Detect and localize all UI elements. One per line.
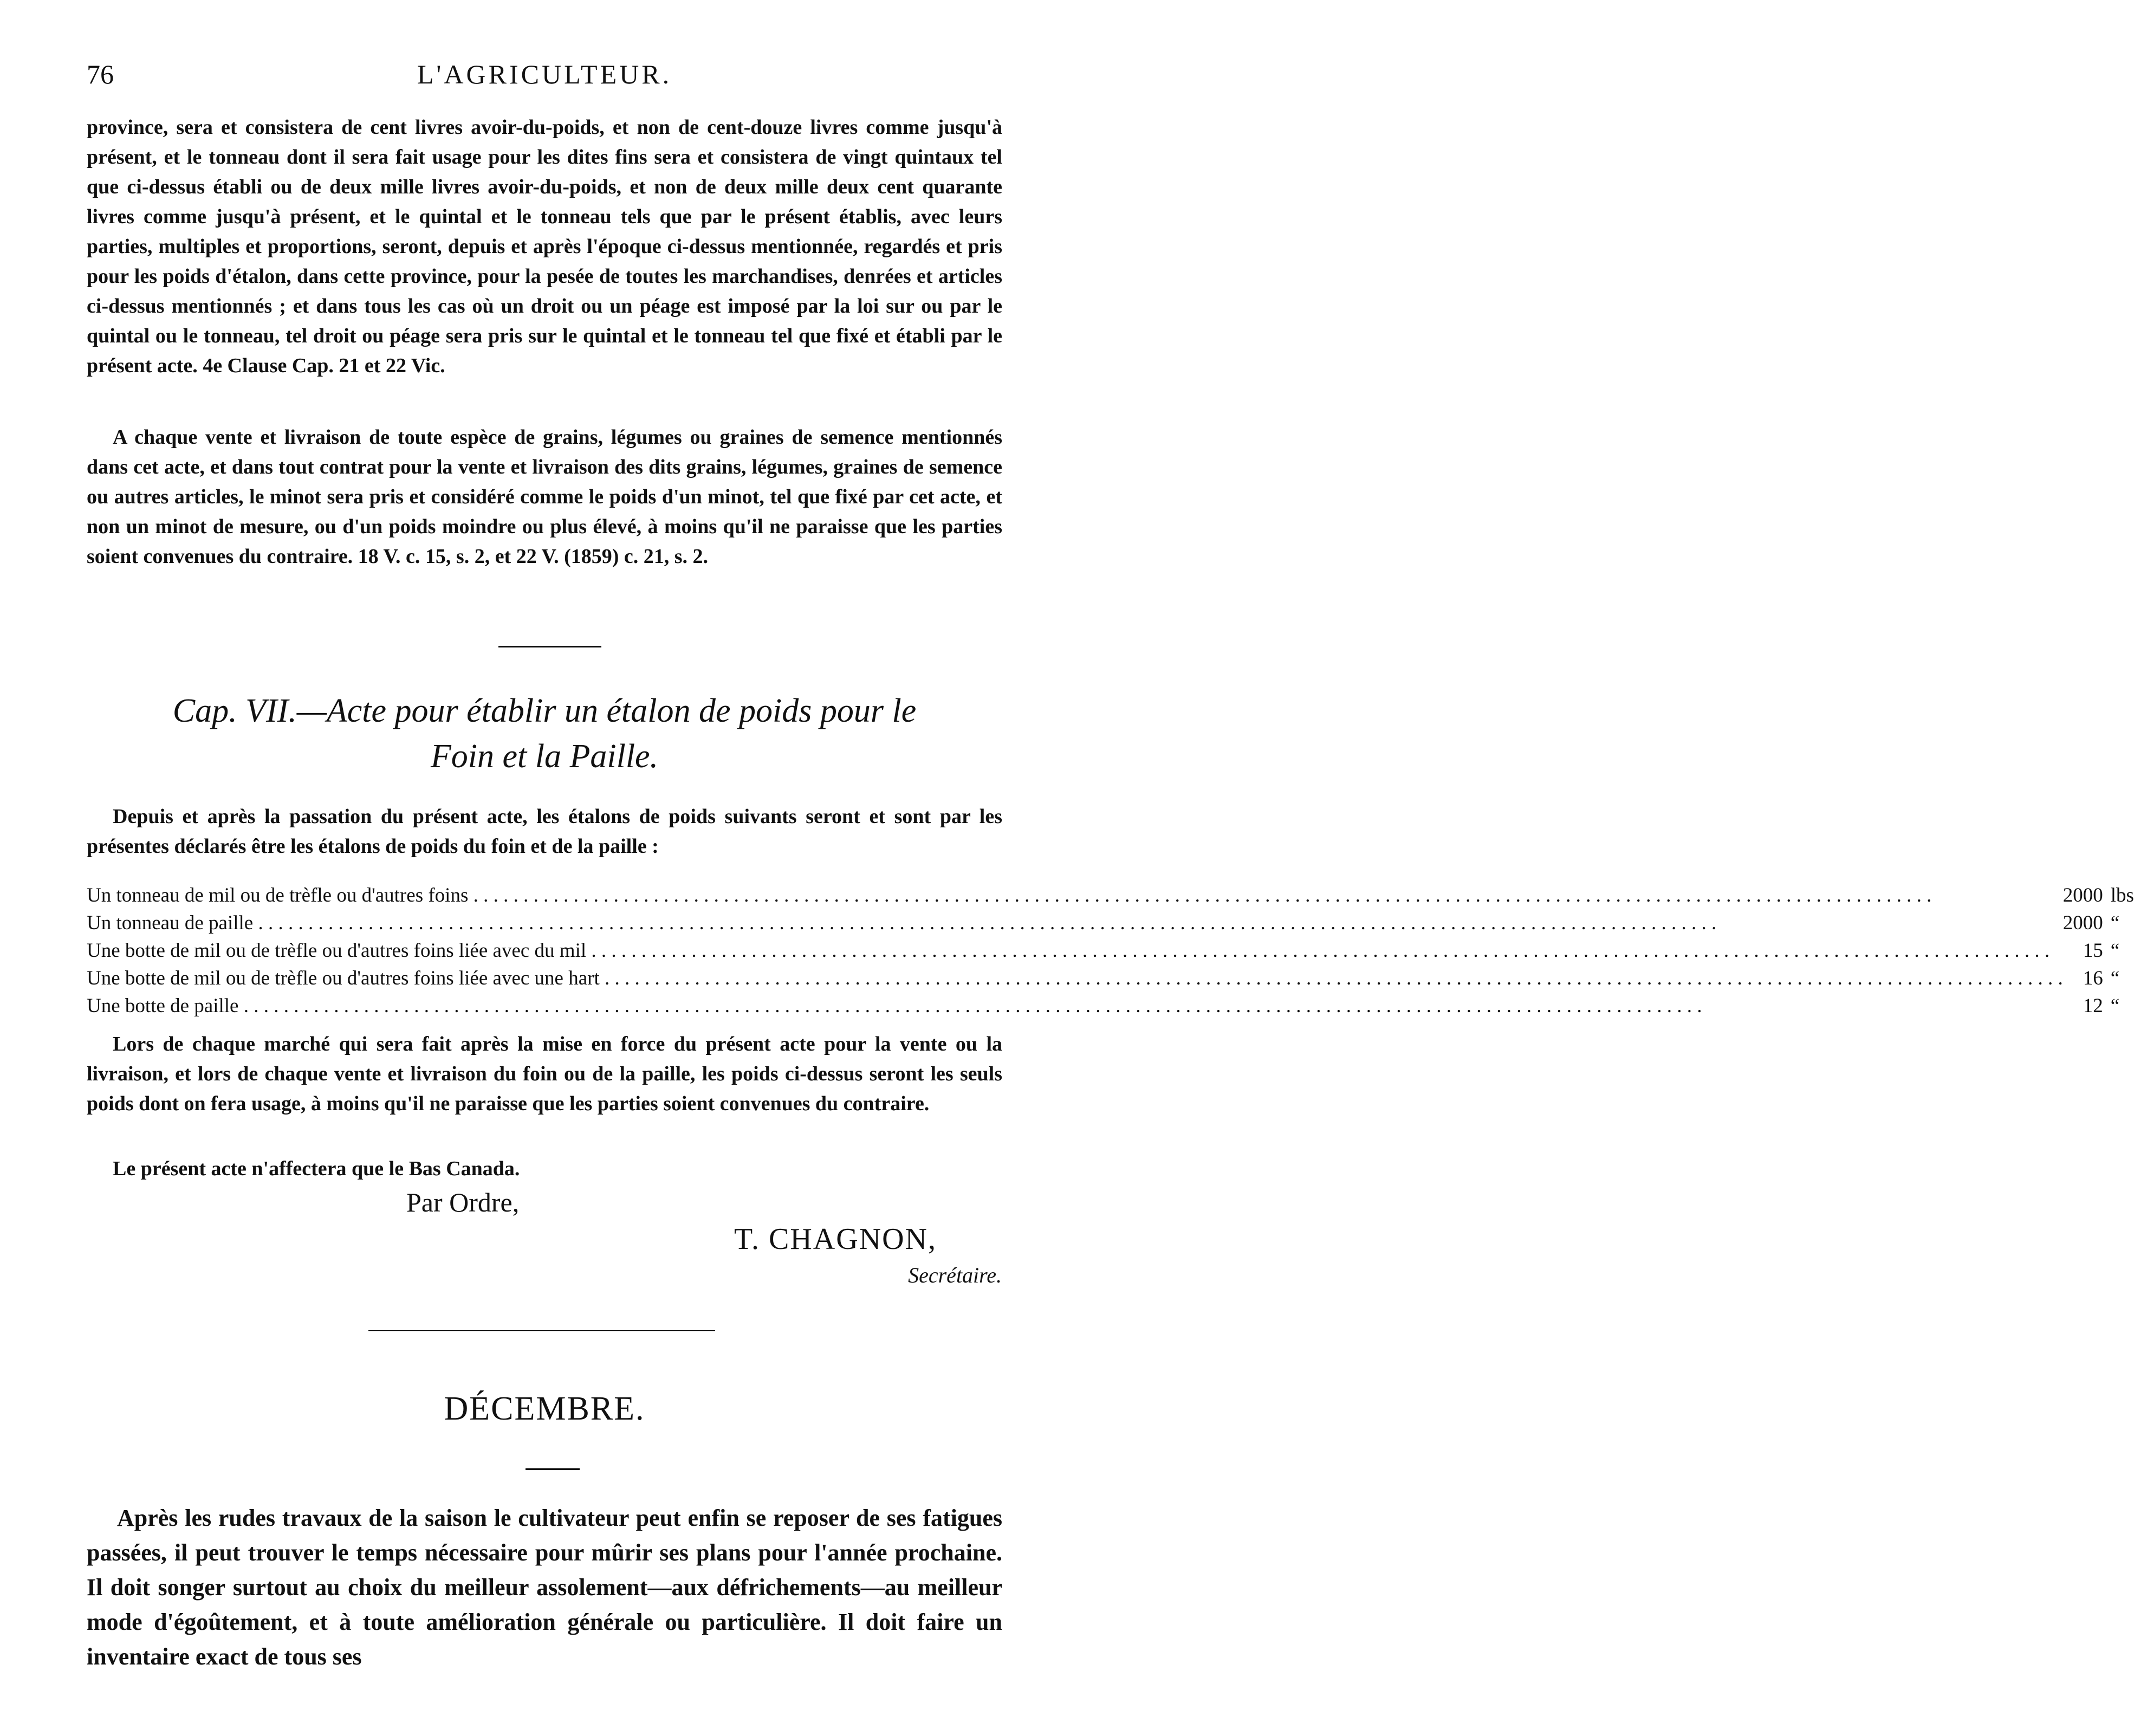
table-row [87, 882, 2134, 909]
page-header [87, 59, 1002, 91]
chapter-title [87, 688, 1002, 779]
weight-value: 2000 [2062, 884, 2103, 906]
paragraph-weights-act: province, sera et consistera de cent livres avoir-du-poids, et non de cent-douze livres comme jusqu'à présent, et le tonneau dont il sera fait usage pour les dites fins sera et consistera de vingt quintaux tel que ci-dessus établi ou de deux mille livres avoir-du-poids, et non de deux mille deux cent quarante livres comme jusqu'à présent, et le quintal et le tonneau tels que par le présent établis, avec leurs parties, multiples et proportions, seront, depuis et après l'époque ci-dessus mentionnée, regardés et pris pour les poids d'étalon, dans cette province, pour la pesée de toutes les marchandises, denrées et articles ci-dessus mentionnés ; et dans tous les cas où un droit ou un péage est imposé par la loi sur ou par le quintal ou le tonneau, tel droit ou péage sera pris sur le quintal et le tonneau tel que fixé et établi par le présent acte. 4e Clause Cap. 21 et 22 Vic. [87, 116, 1002, 377]
weight-value: 15 [2083, 940, 2103, 962]
weight-item: Une botte de mil ou de trèfle ou d'autres foins liée avec une hart . . . [87, 964, 2063, 992]
table-row [87, 964, 2134, 992]
paragraph-minot-clause: A chaque vente et livraison de toute espèce de grains, légumes ou graines de semence mentionnés dans cet acte, et dans tout contrat pour la vente et livraison des dits grains, légumes, graines de semence ou autres articles, le minot sera pris et considéré comme le poids d'un minot, tel que fixé par cet acte, et non un minot de mesure, ou d'un poids moindre ou plus élevé, à moins qu'il ne paraisse que les parties soient convenues du contraire. 18 V. c. 15, s. 2, et 22 V. (1859) c. 21, s. 2. [87, 426, 1002, 568]
weight-unit: “ [2110, 912, 2120, 934]
weight-unit: “ [2110, 940, 2120, 962]
weight-item: Un tonneau de paille . . . [87, 909, 2063, 937]
weight-item: Une botte de paille . . . [87, 992, 2063, 1020]
table-row [87, 937, 2134, 964]
table-row [87, 909, 2134, 937]
chapter-title-line-1: Cap. VII.—Acte pour établir un étalon de poids pour le [172, 692, 917, 729]
par-ordre: Par Ordre, [406, 1187, 520, 1217]
page-number: 76 [87, 59, 114, 89]
weight-value: 12 [2083, 995, 2103, 1017]
signature-role: Secrétaire. [908, 1263, 1002, 1287]
signature-name: T. CHAGNON, [734, 1222, 937, 1256]
weights-table [87, 882, 2134, 1020]
weight-unit: lbs [2110, 884, 2134, 906]
table-row [87, 992, 2134, 1020]
weight-item: Une botte de mil ou de trèfle ou d'autres foins liée avec du mil . . . [87, 937, 2063, 964]
separator-rule [368, 1330, 715, 1331]
running-title: L'AGRICULTEUR. [417, 59, 672, 89]
weight-unit: “ [2110, 967, 2120, 989]
paragraph-december: Après les rudes travaux de la saison le cultivateur peut enfin se reposer de ses fatigues passées, il peut trouver le temps nécessaire pour mûrir ses plans pour l'année prochaine. Il doit songer surtout au choix du meilleur assolement—aux défrichements—au meilleur mode d'égoûtement, et à toute amélioration générale ou particulière. Il doit faire un inventaire exact de tous ses [87, 1505, 1002, 1670]
paragraph-standards-intro: Depuis et après la passation du présent acte, les étalons de poids suivants seront et sont par les présentes déclarés être les étalons de poids du foin et de la paille : [87, 805, 1002, 858]
weight-item: Un tonneau de mil ou de trèfle ou d'autres foins . . . [87, 882, 2063, 909]
separator-rule [498, 646, 601, 647]
section-heading: DÉCEMBRE. [444, 1390, 645, 1427]
paragraph-scope: Le présent acte n'affectera que le Bas Canada. [113, 1157, 520, 1180]
chapter-title-line-2: Foin et la Paille. [430, 738, 659, 775]
weight-unit: “ [2110, 995, 2120, 1017]
weight-value: 2000 [2062, 912, 2103, 934]
paragraph-market-usage: Lors de chaque marché qui sera fait après la mise en force du présent acte pour la vente ou la livraison, et lors de chaque vente et livraison du foin ou de la paille, les poids ci-dessus seront les seuls poids dont on fera usage, à moins qu'il ne paraisse que les parties soient convenues du contraire. [87, 1033, 1002, 1115]
weight-value: 16 [2083, 967, 2103, 989]
separator-rule [526, 1468, 580, 1470]
